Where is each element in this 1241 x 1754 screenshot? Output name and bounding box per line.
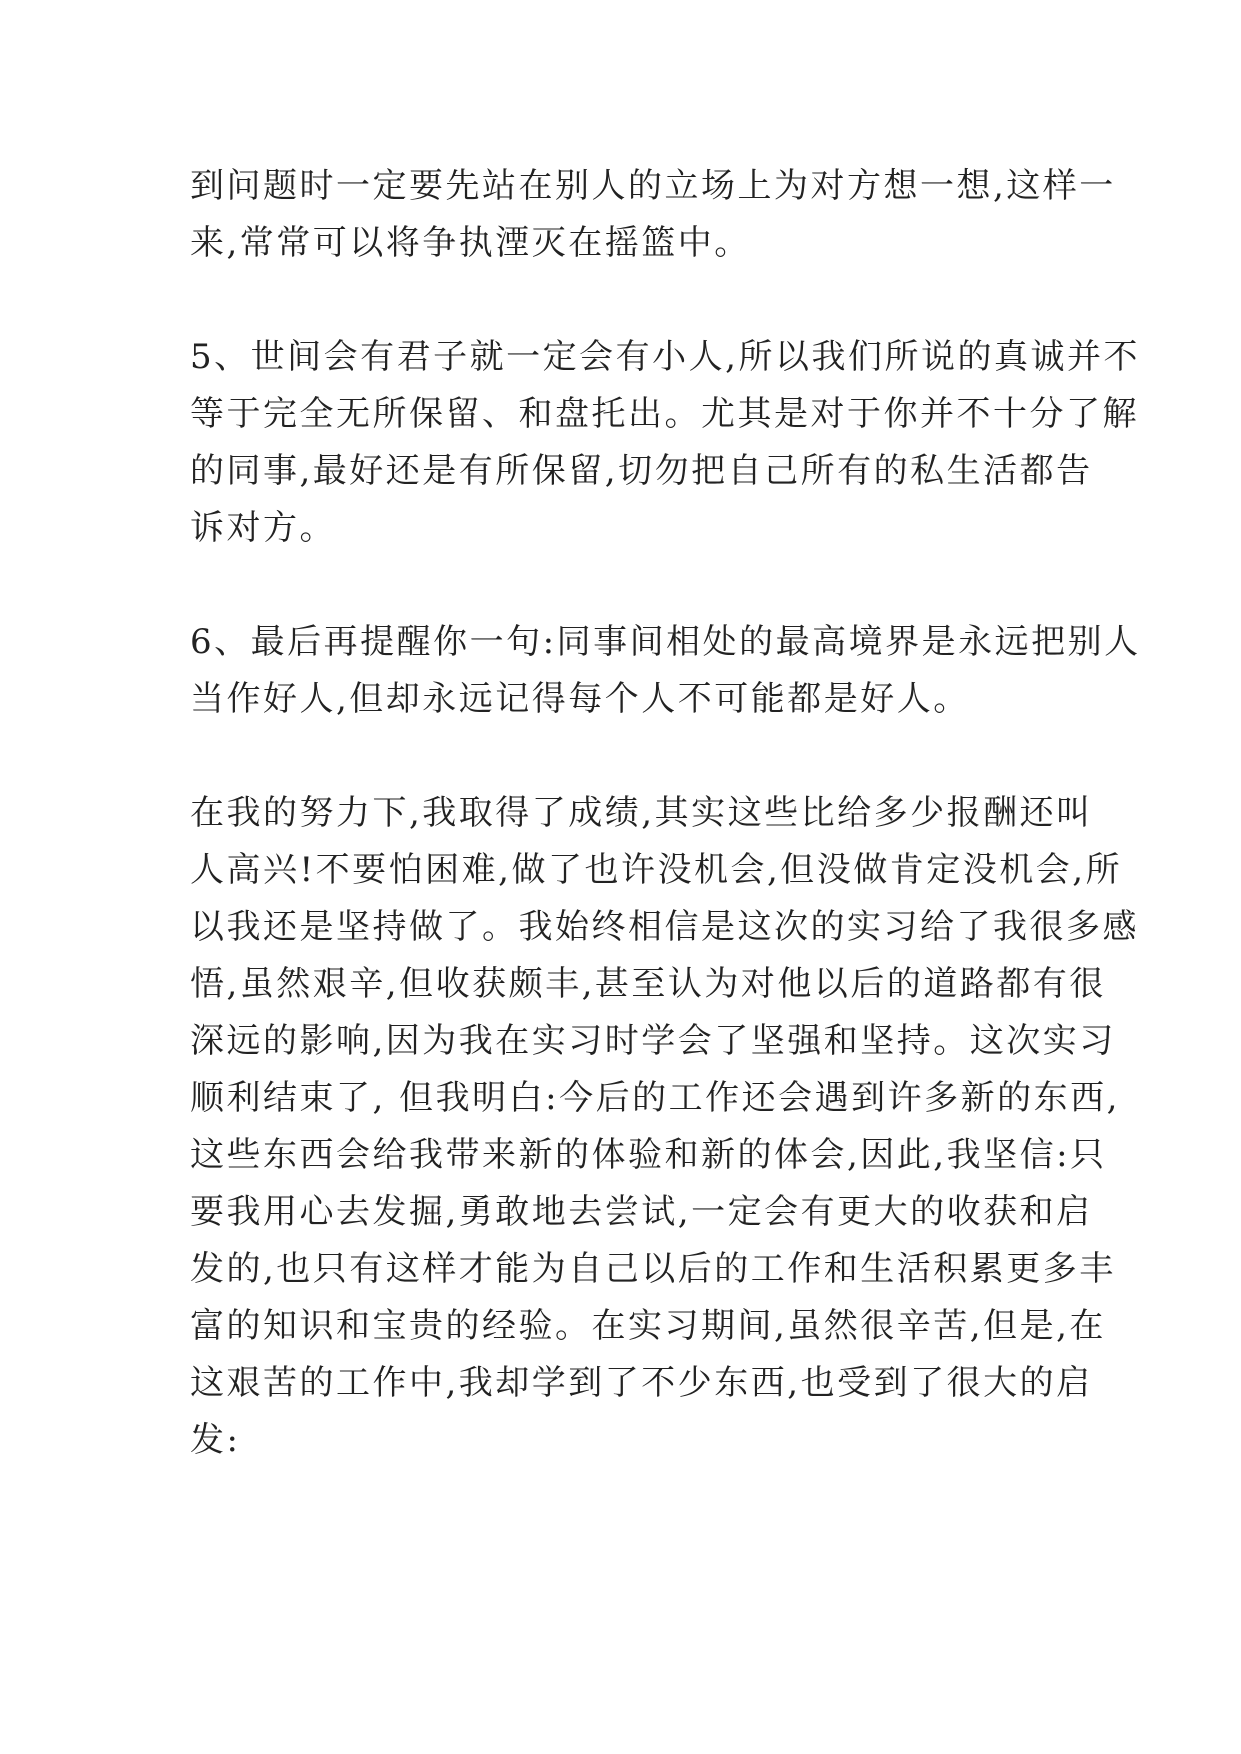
text-line: 富的知识和宝贵的经验。在实习期间,虽然很辛苦,但是,在 (190, 1306, 1106, 1346)
text-line: 到问题时一定要先站在别人的立场上为对方想一想,这样一 (190, 166, 1116, 206)
text-line: 以我还是坚持做了。我始终相信是这次的实习给了我很多感 (190, 907, 1139, 947)
text-line: 6、最后再提醒你一句:同事间相处的最高境界是永远把别人 (190, 622, 1141, 662)
text-line: 这艰苦的工作中,我却学到了不少东西,也受到了很大的启 (190, 1363, 1093, 1403)
text-line: 深远的影响,因为我在实习时学会了坚强和坚持。这次实习 (190, 1021, 1116, 1061)
text-line: 当作好人,但却永远记得每个人不可能都是好人。 (190, 679, 970, 719)
document-body (190, 158, 1141, 1469)
text-line: 发的,也只有这样才能为自己以后的工作和生活积累更多丰 (190, 1249, 1116, 1289)
text-line: 在我的努力下,我取得了成绩,其实这些比给多少报酬还叫 (190, 793, 1093, 833)
text-line: 诉对方。 (190, 508, 336, 548)
paragraph-reflection (190, 785, 1139, 1469)
text-line: 来,常常可以将争执湮灭在摇篮中。 (190, 223, 751, 263)
text-line: 要我用心去发掘,勇敢地去尝试,一定会有更大的收获和启 (190, 1192, 1093, 1232)
text-line: 等于完全无所保留、和盘托出。尤其是对于你并不十分了解 (190, 394, 1139, 434)
text-line: 5、世间会有君子就一定会有小人,所以我们所说的真诚并不 (190, 337, 1140, 377)
paragraph-continuation (190, 158, 1116, 272)
text-line: 悟,虽然艰辛,但收获颇丰,甚至认为对他以后的道路都有很 (190, 964, 1106, 1004)
paragraph-item-5 (190, 329, 1140, 557)
text-line: 人高兴!不要怕困难,做了也许没机会,但没做肯定没机会,所 (190, 850, 1123, 890)
text-line: 发: (190, 1420, 241, 1460)
text-line: 的同事,最好还是有所保留,切勿把自己所有的私生活都告 (190, 451, 1093, 491)
text-line: 顺利结束了, 但我明白:今后的工作还会遇到许多新的东西, (190, 1078, 1120, 1118)
text-line: 这些东西会给我带来新的体验和新的体会,因此,我坚信:只 (190, 1135, 1107, 1175)
paragraph-item-6 (190, 614, 1141, 728)
